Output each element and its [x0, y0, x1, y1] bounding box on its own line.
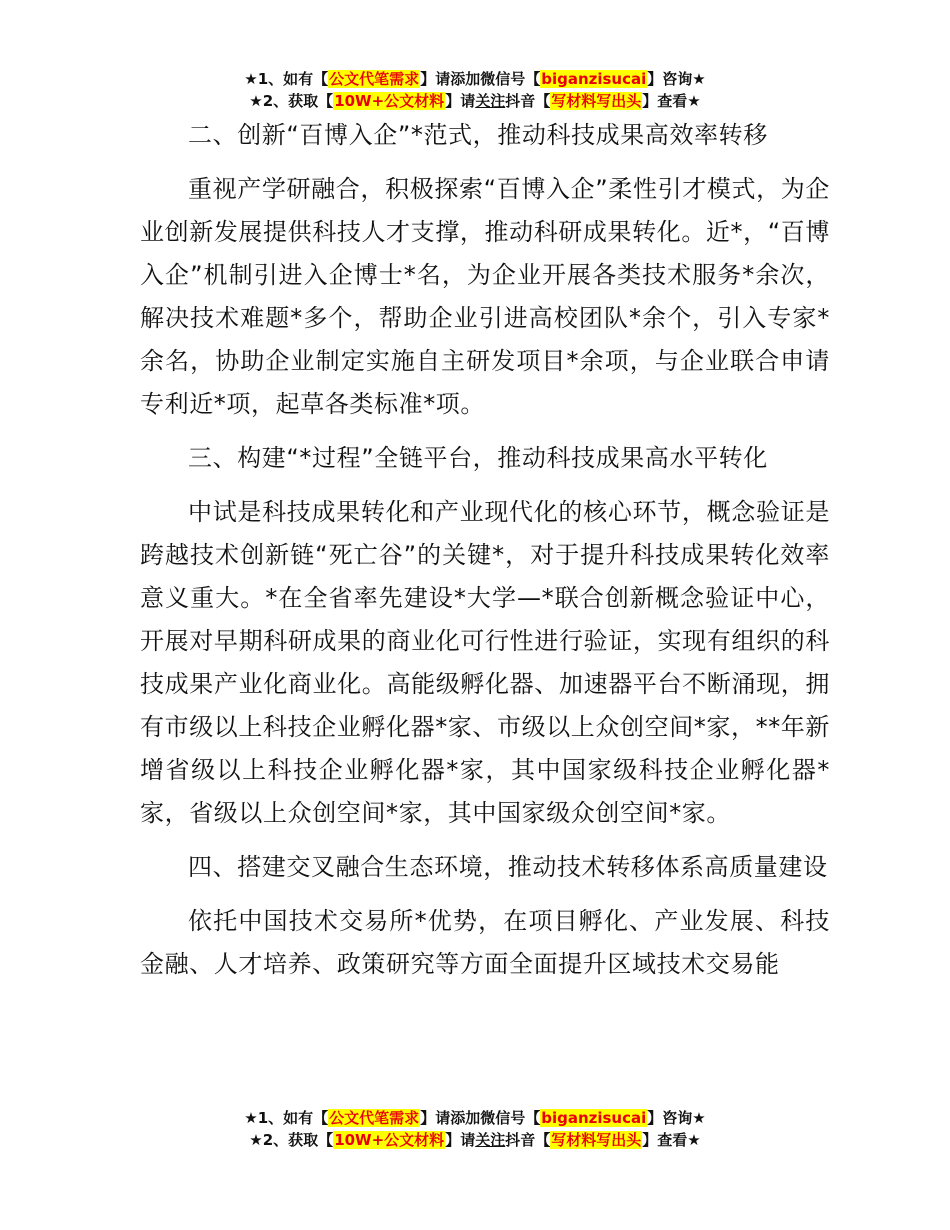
highlight-materials: 10W+公文材料 [334, 1131, 445, 1149]
banner-text: 抖音【 [505, 1131, 551, 1149]
underlined-follow: 关注 [475, 1131, 506, 1149]
banner-text: ★1、如有【 [244, 70, 329, 88]
section-heading-3: 三、构建“*过程”全链平台，推动科技成果高水平转化 [188, 444, 768, 472]
highlight-wechat-id: biganzisucai [541, 70, 647, 88]
banner-text: ★2、获取【 [249, 92, 334, 110]
footer-banner [0, 1107, 950, 1151]
banner-text: ★2、获取【 [249, 1131, 334, 1149]
banner-line-2 [0, 90, 950, 112]
header-banner [0, 68, 950, 112]
highlight-douyin-account: 写材料写出头 [551, 1131, 642, 1149]
highlight-wechat-id: biganzisucai [541, 1109, 647, 1127]
banner-text: 】查看★ [642, 1131, 701, 1149]
banner-text: ★1、如有【 [244, 1109, 329, 1127]
banner-text: 】请 [445, 1131, 476, 1149]
document-body [140, 114, 830, 997]
highlight-ghostwriting: 公文代笔需求 [329, 1109, 420, 1127]
highlight-materials: 10W+公文材料 [334, 92, 445, 110]
banner-text: 】咨询★ [647, 70, 706, 88]
highlight-ghostwriting: 公文代笔需求 [329, 70, 420, 88]
section-heading-2: 二、创新“百博入企”*范式，推动科技成果高效率转移 [188, 121, 768, 149]
banner-text: 】咨询★ [647, 1109, 706, 1127]
banner-line-1 [0, 68, 950, 90]
banner-line-1 [0, 1107, 950, 1129]
banner-line-2 [0, 1129, 950, 1151]
paragraph-4: 依托中国技术交易所*优势，在项目孵化、产业发展、科技金融、人才培养、政策研究等方面全面提升区域技术交易能 [140, 907, 830, 978]
highlight-douyin-account: 写材料写出头 [551, 92, 642, 110]
banner-text: 抖音【 [505, 92, 551, 110]
banner-text: 】查看★ [642, 92, 701, 110]
banner-text: 】请添加微信号【 [420, 1109, 541, 1127]
banner-text: 】请添加微信号【 [420, 70, 541, 88]
underlined-follow: 关注 [475, 92, 506, 110]
section-heading-4: 四、搭建交叉融合生态环境，推动技术转移体系高质量建设 [188, 853, 828, 881]
banner-text: 】请 [445, 92, 476, 110]
paragraph-2: 重视产学研融合，积极探索“百博入企”柔性引才模式，为企业创新发展提供科技人才支撑，推动科研成果转化。近*，“百博入企”机制引进入企博士*名，为企业开展各类技术服务*余次，解决技术难题*多个，帮助企业引进高校团队*余个，引入专家*余名，协助企业制定实施自主研发项目*余项，与企业联合申请专利近*项，起草各类标准*项。 [140, 175, 830, 418]
paragraph-3: 中试是科技成果转化和产业现代化的核心环节，概念验证是跨越技术创新链“死亡谷”的关键*，对于提升科技成果转化效率意义重大。*在全省率先建设*大学—*联合创新概念验证中心，开展对早期科研成果的商业化可行性进行验证，实现有组织的科技成果产业化商业化。高能级孵化器、加速器平台不断涌现，拥有市级以上科技企业孵化器*家、市级以上众创空间*家，**年新增省级以上科技企业孵化器*家，其中国家级科技企业孵化器*家，省级以上众创空间*家，其中国家级众创空间*家。 [140, 498, 830, 827]
